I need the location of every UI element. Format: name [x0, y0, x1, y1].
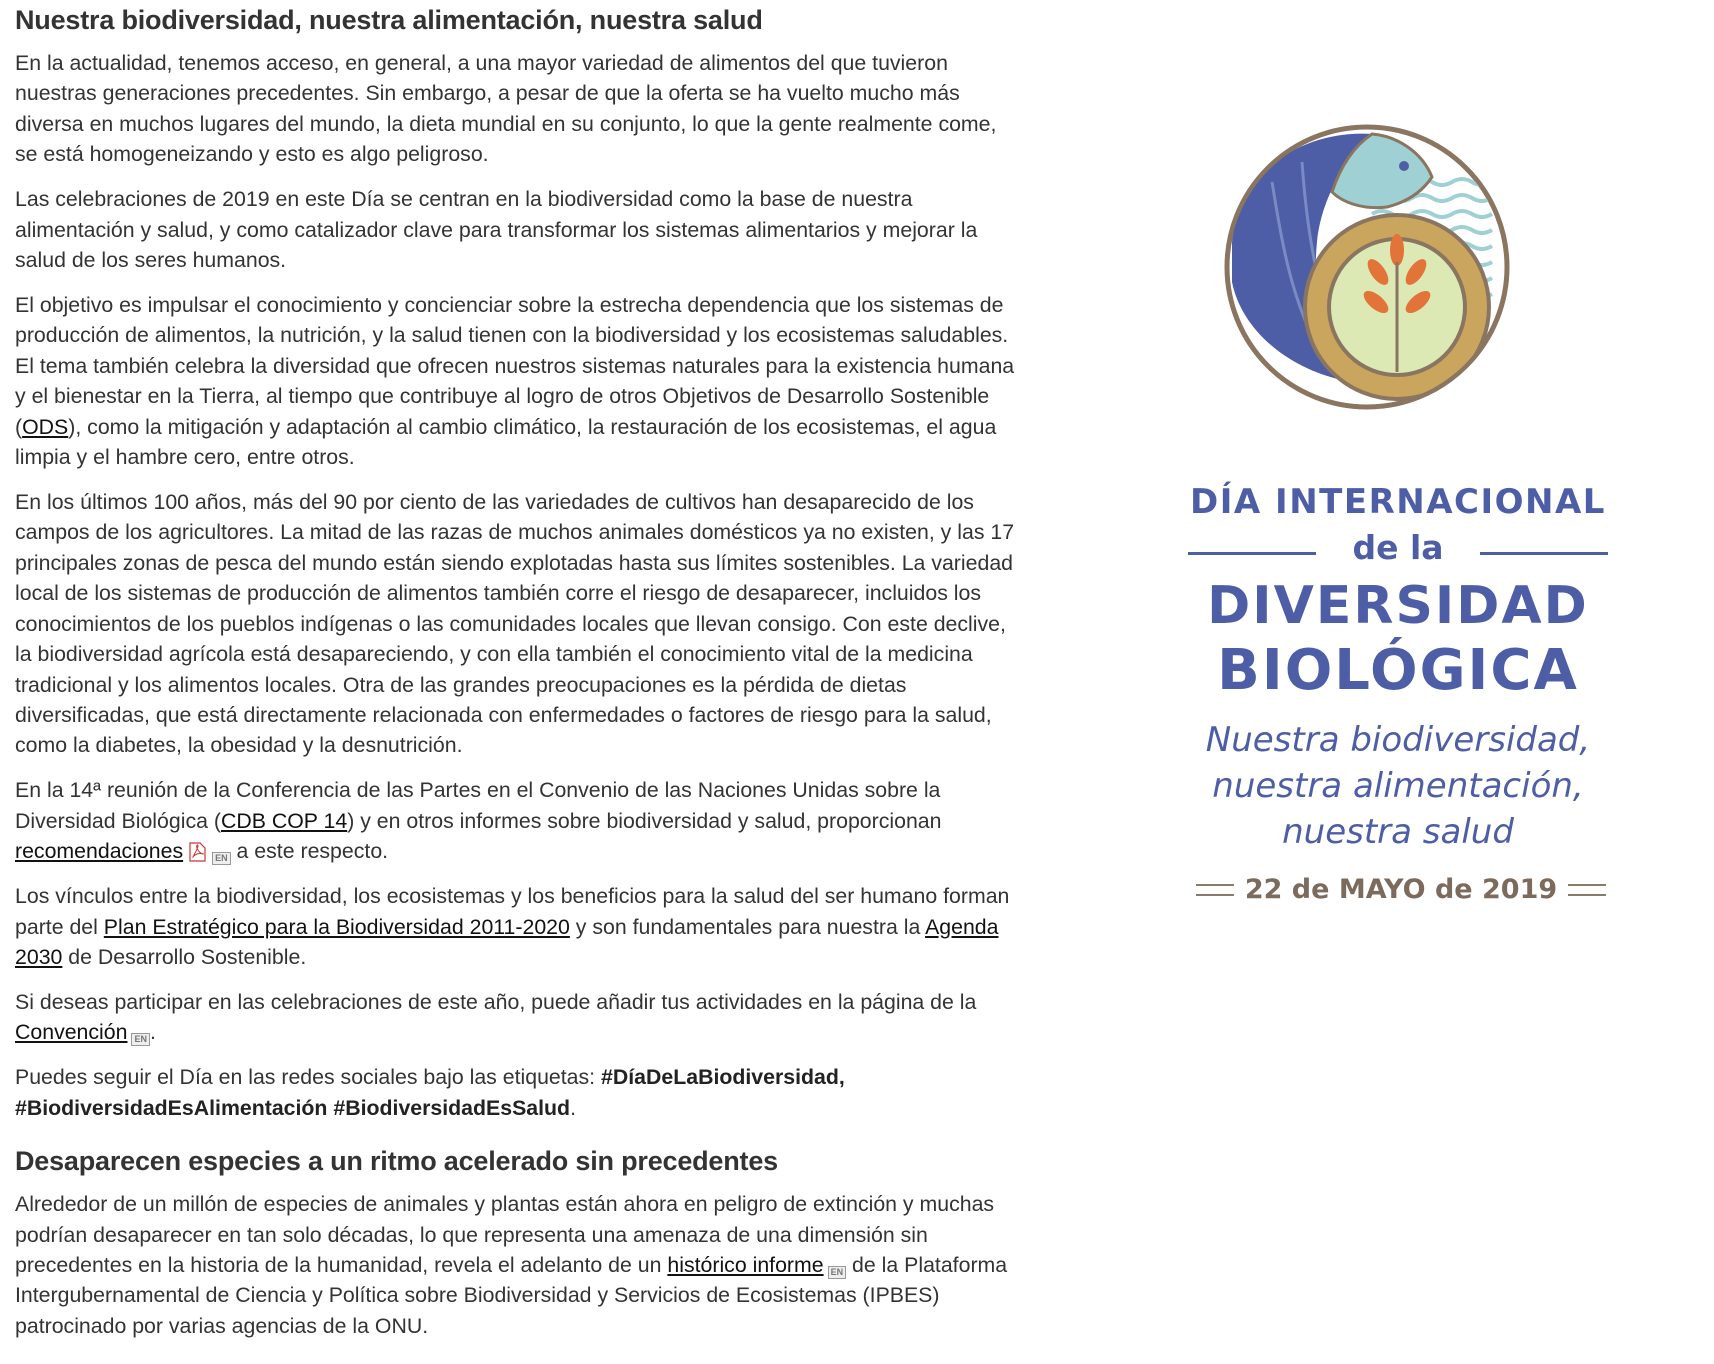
poster-title-diversidad: DIVERSIDAD — [1207, 576, 1589, 636]
biodiversity-day-poster — [1178, 80, 1638, 940]
paragraph-cop14: En la 14ª reunión de la Conferencia de las Partes en el Convenio de las Naciones Unidas sobre la Diversidad Biológica (CDB COP 14) y en otros informes sobre biodiversidad y salud, proporcionan recomendaciones EN a este respecto. — [15, 778, 942, 864]
poster-date-row — [1196, 870, 1606, 910]
paragraph-social: Puedes seguir el Día en las redes sociales bajo las etiquetas: #DíaDeLaBiodiversidad, #BiodiversidadEsAlimentación #BiodiversidadEsSalud. — [15, 1065, 845, 1120]
poster-subtitle-line3: nuestra salud — [1282, 812, 1514, 852]
paragraph-2019-celebrations: Las celebraciones de 2019 en este Día se centran en la biodiversidad como la base de nuestra alimentación y salud, y como catalizador clave para transformar los sistemas alimentarios y mejorar la salud de los seres humanos. — [15, 187, 978, 273]
paragraph-ipbes: Alrededor de un millón de especies de animales y plantas están ahora en peligro de extinción y muchas podrían desaparecer en tan solo décadas, lo que representa una amenaza de una dimensión sin precedentes en la historia de la humanidad, revela el adelanto de un histórico informe EN de la Plataforma Intergubernamental de Ciencia y Política sobre Biodiversidad y Servicios de Ecosistemas (IPBES) patrocinado por varias agencias de la ONU. — [15, 1192, 1008, 1338]
biodiversity-emblem-icon — [1222, 122, 1512, 412]
paragraph-participate: Si deseas participar en las celebraciones de este año, puede añadir tus actividades en la página de la Convención EN . — [15, 989, 977, 1045]
article — [15, 0, 1015, 1356]
poster-subtitle-line1: Nuestra biodiversidad, — [1205, 720, 1591, 760]
paragraph-objective: El objetivo es impulsar el conocimiento y concienciar sobre la estrecha dependencia que los sistemas de producción de alimentos, la nutrición, y la salud tienen con la biodiversidad y los ecosistemas saludables. El tema también celebra la diversidad que ofrecen nuestros sistemas naturales para la existencia humana y el bienestar en la Tierra, al tiempo que contribuye al logro de otros Objetivos de Desarrollo Sostenible (ODS), como la mitigación y adaptación al cambio climático, la restauración de los ecosistemas, el agua limpia y el hambre cero, entre otros. — [15, 293, 1015, 470]
hashtags: #DíaDeLaBiodiversidad, #BiodiversidadEsAlimentación #BiodiversidadEsSalud — [15, 1065, 845, 1120]
section-heading-biodiversity: Nuestra biodiversidad, nuestra alimentación, nuestra salud — [15, 5, 763, 35]
poster-date: 22 de MAYO de 2019 — [1244, 874, 1558, 905]
paragraph-intro: En la actualidad, tenemos acceso, en general, a una mayor variedad de alimentos del que tuvieron nuestras generaciones precedentes. Sin embargo, a pesar de que la oferta se ha vuelto mucho más diversa en muchos lugares del mundo, la dieta mundial en su conjunto, lo que la gente realmente come, se está homogeneizando y esto es algo peligroso. — [15, 51, 997, 167]
ods-link[interactable]: ODS — [22, 414, 69, 439]
poster-subtitle — [1178, 717, 1618, 855]
historic-report-link[interactable]: histórico informe — [667, 1252, 824, 1277]
english-language-badge: EN — [131, 1033, 150, 1046]
recomendaciones-link[interactable]: recomendaciones — [15, 839, 184, 864]
paragraph-strategic-plan: Los vínculos entre la biodiversidad, los ecosistemas y los beneficios para la salud del ser humano forman parte del Plan Estratégico para la Biodiversidad 2011-2020 y son fundamentales para nuestra la Agenda 2030 de Desarrollo Sostenible. — [15, 884, 1010, 969]
convencion-link[interactable]: Convención — [15, 1020, 128, 1045]
paragraph-crop-loss: En los últimos 100 años, más del 90 por ciento de las variedades de cultivos han desaparecido de los campos de los agricultores. La mitad de las razas de muchos animales domésticos ya no existen, y las 17 principales zonas de pesca del mundo están siendo explotadas hasta sus límites sostenibles. La variedad local de los sistemas de producción de alimentos también corre el riesgo de desaparecer, incluidos los conocimientos de los pueblos indígenas o las comunidades locales que llevan consigo. Con este declive, la biodiversidad agrícola está desapareciendo, y con ella también el conocimiento vital de la medicina tradicional y los alimentos locales. Otra de las grandes preocupaciones es la pérdida de dietas diversificadas, que está directamente relacionada con enfermedades o factores de riesgo para la salud, como la diabetes, la obesidad y la desnutrición. — [15, 490, 1015, 758]
poster-title-biologica: BIOLÓGICA — [1217, 638, 1579, 703]
poster-dela-row — [1188, 528, 1608, 574]
poster-title-dia-internacional: DÍA INTERNACIONAL — [1190, 482, 1606, 522]
poster-subtitle-line2: nuestra alimentación, — [1212, 766, 1584, 806]
agenda-2030-link[interactable]: Agenda 2030 — [15, 914, 999, 969]
english-language-badge: EN — [212, 852, 231, 865]
english-language-badge: EN — [828, 1266, 847, 1279]
strategic-plan-link[interactable]: Plan Estratégico para la Biodiversidad 2011-2020 — [103, 914, 570, 939]
cdb-cop14-link[interactable]: CDB COP 14 — [220, 808, 348, 833]
pdf-icon — [189, 840, 206, 860]
poster-title-de-la: de la — [1352, 528, 1444, 567]
section-heading-species-loss: Desaparecen especies a un ritmo acelerado sin precedentes — [15, 1146, 778, 1177]
